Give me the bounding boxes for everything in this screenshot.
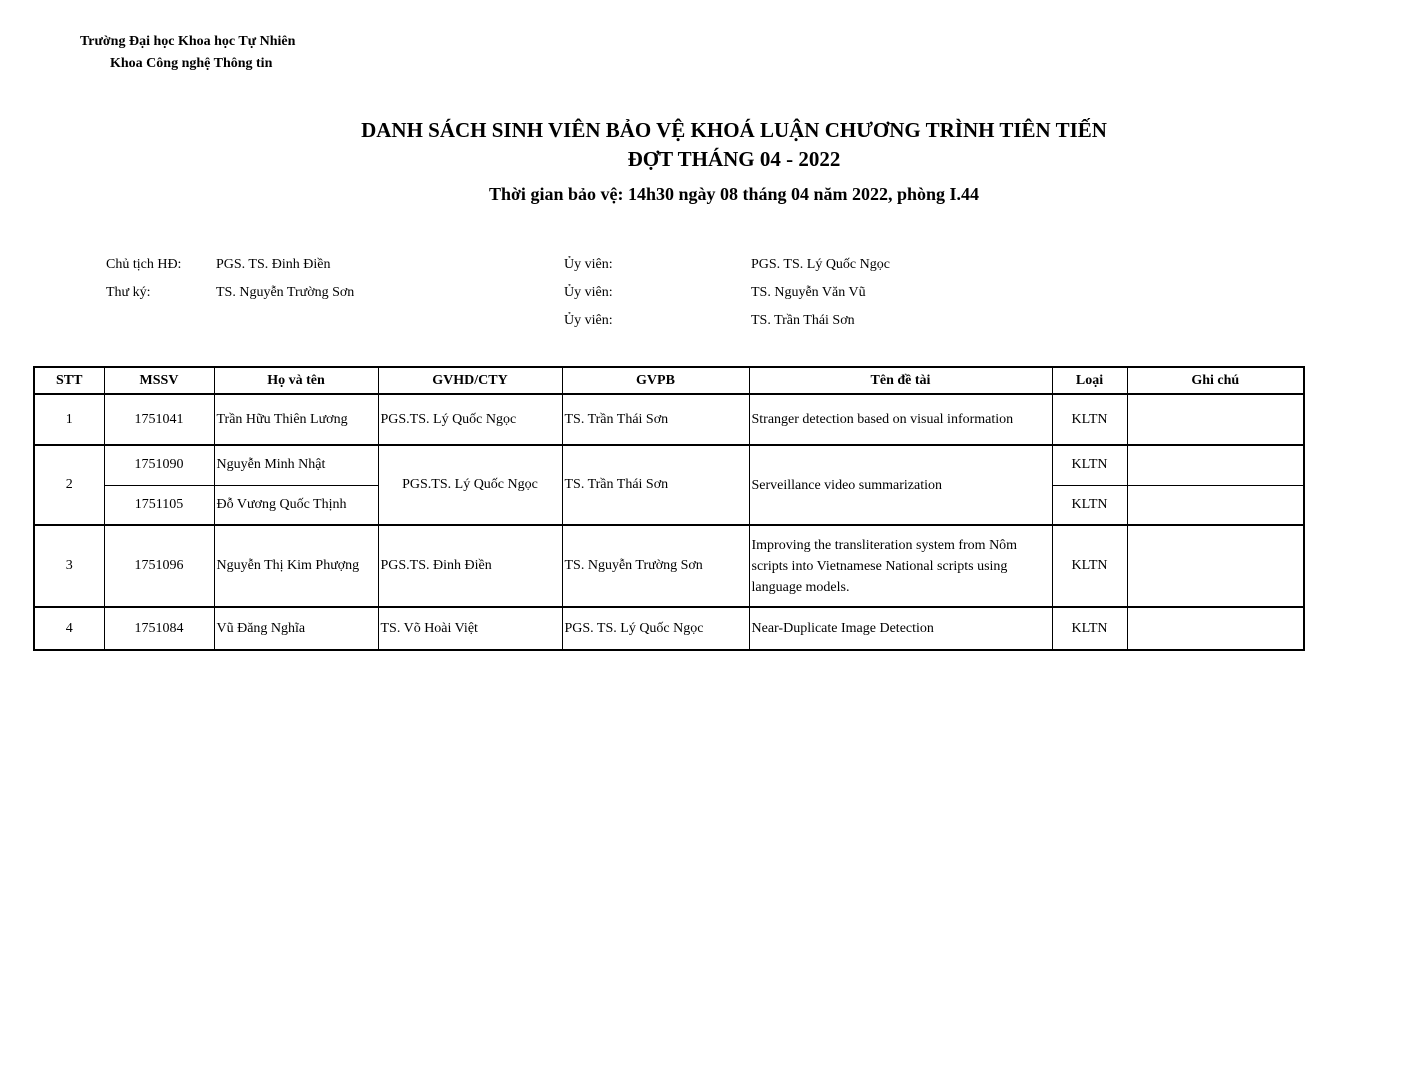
- advisor-cell: PGS.TS. Lý Quốc Ngọc: [378, 445, 562, 525]
- column-header: MSSV: [104, 367, 214, 394]
- university-name: Trường Đại học Khoa học Tự Nhiên: [80, 34, 296, 49]
- column-header: GVHD/CTY: [378, 367, 562, 394]
- column-header: Ghi chú: [1127, 367, 1304, 394]
- chair-name: PGS. TS. Đinh Điền: [216, 257, 331, 272]
- topic-cell: Serveillance video summarization: [749, 445, 1052, 525]
- member-label: Ủy viên:: [564, 257, 613, 272]
- topic-cell: Stranger detection based on visual information: [749, 394, 1052, 445]
- type-cell: KLTN: [1052, 607, 1127, 650]
- advisor-cell: TS. Võ Hoài Việt: [378, 607, 562, 650]
- student-name-cell: Nguyễn Thị Kim Phượng: [214, 525, 378, 607]
- stt-cell: 3: [34, 525, 104, 607]
- chair-label: Chủ tịch HĐ:: [106, 257, 182, 272]
- mssv-cell: 1751096: [104, 525, 214, 607]
- column-header: STT: [34, 367, 104, 394]
- note-cell: [1127, 525, 1304, 607]
- member-label: Ủy viên:: [564, 285, 613, 300]
- member-name: PGS. TS. Lý Quốc Ngọc: [751, 257, 890, 272]
- mssv-cell: 1751090: [104, 445, 214, 485]
- column-header: Tên đề tài: [749, 367, 1052, 394]
- student-name-cell: Vũ Đăng Nghĩa: [214, 607, 378, 650]
- note-cell: [1127, 445, 1304, 485]
- stt-cell: 1: [34, 394, 104, 445]
- reviewer-cell: TS. Trần Thái Sơn: [562, 394, 749, 445]
- type-cell: KLTN: [1052, 394, 1127, 445]
- table-row: [34, 394, 1304, 445]
- document-title: DANH SÁCH SINH VIÊN BẢO VỆ KHOÁ LUẬN CHƯƠNG TRÌNH TIÊN TIẾN: [361, 118, 1107, 142]
- table-row: [34, 607, 1304, 650]
- column-header: GVPB: [562, 367, 749, 394]
- student-name-cell: Trần Hữu Thiên Lương: [214, 394, 378, 445]
- member-name: TS. Trần Thái Sơn: [751, 313, 855, 328]
- document-subtitle: ĐỢT THÁNG 04 - 2022: [627, 147, 841, 171]
- mssv-cell: 1751105: [104, 485, 214, 525]
- defense-schedule-table: [33, 366, 1305, 651]
- type-cell: KLTN: [1052, 485, 1127, 525]
- table-header-row: [34, 367, 1304, 394]
- member-label: Ủy viên:: [564, 313, 613, 328]
- topic-cell: Improving the transliteration system from Nôm scripts into Vietnamese National scripts using language models.: [749, 525, 1052, 607]
- note-cell: [1127, 607, 1304, 650]
- student-name-cell: Đỗ Vương Quốc Thịnh: [214, 485, 378, 525]
- topic-cell: Near-Duplicate Image Detection: [749, 607, 1052, 650]
- defense-time: Thời gian bảo vệ: 14h30 ngày 08 tháng 04 năm 2022, phòng I.44: [488, 184, 980, 204]
- secretary-label: Thư ký:: [106, 285, 151, 300]
- column-header: Loại: [1052, 367, 1127, 394]
- note-cell: [1127, 485, 1304, 525]
- note-cell: [1127, 394, 1304, 445]
- reviewer-cell: PGS. TS. Lý Quốc Ngọc: [562, 607, 749, 650]
- mssv-cell: 1751041: [104, 394, 214, 445]
- member-name: TS. Nguyễn Văn Vũ: [751, 285, 866, 300]
- column-header: Họ và tên: [214, 367, 378, 394]
- faculty-name: Khoa Công nghệ Thông tin: [110, 56, 273, 71]
- reviewer-cell: TS. Nguyễn Trường Sơn: [562, 525, 749, 607]
- stt-cell: 4: [34, 607, 104, 650]
- advisor-cell: PGS.TS. Đinh Điền: [378, 525, 562, 607]
- stt-cell: 2: [34, 445, 104, 525]
- secretary-name: TS. Nguyễn Trường Sơn: [216, 285, 355, 300]
- table-row: [34, 525, 1304, 607]
- mssv-cell: 1751084: [104, 607, 214, 650]
- type-cell: KLTN: [1052, 445, 1127, 485]
- reviewer-cell: TS. Trần Thái Sơn: [562, 445, 749, 525]
- student-name-cell: Nguyễn Minh Nhật: [214, 445, 378, 485]
- advisor-cell: PGS.TS. Lý Quốc Ngọc: [378, 394, 562, 445]
- type-cell: KLTN: [1052, 525, 1127, 607]
- table-row: [34, 445, 1304, 485]
